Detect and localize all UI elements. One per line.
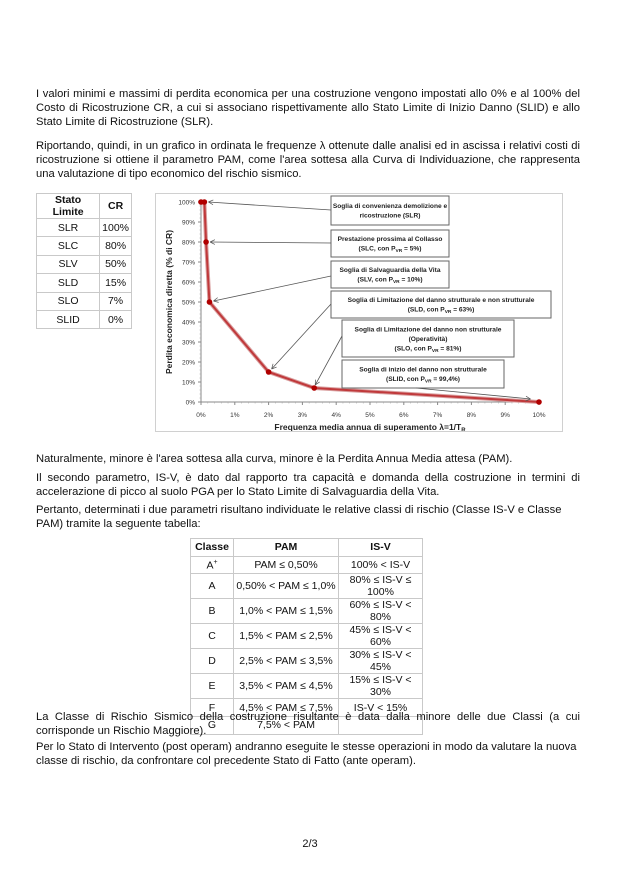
cell-classe: A+ xyxy=(191,556,234,574)
data-point xyxy=(266,369,272,375)
cell-classe: G xyxy=(191,717,234,735)
x-tick-label: 5% xyxy=(365,412,375,419)
cell-stato: SLC xyxy=(37,237,100,255)
annotation-callout xyxy=(331,230,449,257)
data-point xyxy=(536,399,542,405)
table-row xyxy=(191,574,423,599)
cell-cr: 15% xyxy=(100,274,132,292)
cell-isv: 30% ≤ IS-V < 45% xyxy=(339,649,423,674)
page-number: 2/3 xyxy=(302,838,318,850)
paragraph-pam-definition: Riportando, quindi, in un grafico in ordinata le frequenze λ ottenute dalle analisi ed in ascissa i relativi costi di ricostruzione si ottiene il parametro PAM, come l'area sottesa alla Curva di Individuazione, che rappresenta una valutazione di tipo economico del rischio sismico. xyxy=(36,140,580,180)
cell-cr: 80% xyxy=(100,237,132,255)
svg-text:Soglia di inizio del danno non: Soglia di inizio del danno non strutturale xyxy=(359,366,487,374)
table-row xyxy=(37,237,132,255)
svg-text:(SLO, con PVR = 81%): (SLO, con $P_{VR} = 81\%$) xyxy=(394,345,462,354)
annotation-arrow xyxy=(213,276,331,301)
x-tick-label: 1% xyxy=(230,412,240,419)
svg-text:ricostruzione (SLR): ricostruzione (SLR) xyxy=(359,212,421,220)
cell-pam: PAM ≤ 0,50% xyxy=(234,556,339,574)
column-header-stato-limite: Stato Limite xyxy=(37,194,100,219)
column-header-classe: Classe xyxy=(191,539,234,557)
annotation-arrow xyxy=(315,336,342,385)
pam-curve-chart xyxy=(155,193,563,432)
data-point xyxy=(207,299,213,305)
paragraph-isv-definition: Il secondo parametro, IS-V, è dato dal rapporto tra capacità e domanda della costruzione in termini di accelerazione di picco al suolo PGA per lo Stato Limite di Salvaguardia della Vita. xyxy=(36,472,580,498)
x-tick-label: 4% xyxy=(331,412,341,419)
cell-stato: SLR xyxy=(37,219,100,237)
annotation-callout xyxy=(342,360,504,388)
svg-text:(Operatività): (Operatività) xyxy=(408,335,448,343)
data-point xyxy=(311,385,317,391)
cell-classe: B xyxy=(191,599,234,624)
cell-cr: 7% xyxy=(100,292,132,310)
cell-stato: SLO xyxy=(37,292,100,310)
cell-classe: E xyxy=(191,674,234,699)
svg-text:(SLID, con PVR = 99,4%): (SLID, con $P_{VR} = 99,4\%$) xyxy=(386,376,460,385)
svg-text:Soglia di Limitazione del dann: Soglia di Limitazione del danno strutturale e non strutturale xyxy=(347,297,535,304)
table-row xyxy=(37,310,132,328)
cell-pam: 4,5% < PAM ≤ 7,5% xyxy=(234,699,339,717)
y-tick-label: 50% xyxy=(181,299,195,307)
y-tick-label: 20% xyxy=(181,359,195,367)
x-tick-label: 8% xyxy=(466,412,477,419)
x-tick-label: 7% xyxy=(432,412,443,419)
svg-text:Prestazione prossima al Collas: Prestazione prossima al Collasso xyxy=(337,236,443,243)
cell-stato: SLV xyxy=(37,255,100,273)
x-axis-label: Frequenza media annua di superamento $\lambda=1/T_R$ xyxy=(274,422,466,431)
cell-cr: 0% xyxy=(100,310,132,328)
table-row xyxy=(191,674,423,699)
cell-isv: 15% ≤ IS-V < 30% xyxy=(339,674,423,699)
cell-pam: 0,50% < PAM ≤ 1,0% xyxy=(234,574,339,599)
y-tick-label: 80% xyxy=(181,239,195,247)
cell-classe: F xyxy=(191,699,234,717)
cell-classe: A xyxy=(191,574,234,599)
cell-isv: IS-V < 15% xyxy=(339,699,423,717)
table-header-row xyxy=(191,539,423,557)
cell-stato: SLD xyxy=(37,274,100,292)
y-tick-label: 70% xyxy=(181,259,195,267)
x-tick-label: 2% xyxy=(263,412,274,419)
table-row xyxy=(37,274,132,292)
cell-classe: D xyxy=(191,649,234,674)
y-tick-label: 30% xyxy=(181,339,195,347)
svg-text:(SLC, con PVR = 5%): (SLC, con $P_{VR} = 5\%$) xyxy=(358,245,422,254)
chart-canvas xyxy=(156,194,562,431)
cell-isv: 100% < IS-V xyxy=(339,556,423,574)
data-point xyxy=(203,239,209,245)
y-tick-label: 90% xyxy=(181,219,195,227)
x-tick-label: 6% xyxy=(399,412,409,419)
cell-pam: 2,5% < PAM ≤ 3,5% xyxy=(234,649,339,674)
cell-pam: 7,5% < PAM xyxy=(234,717,339,735)
x-tick-label: 3% xyxy=(297,412,308,419)
x-tick-label: 10% xyxy=(532,412,546,419)
table-row xyxy=(191,649,423,674)
paragraph-pam-meaning: Naturalmente, minore è l'area sottesa alla curva, minore è la Perdita Annua Media attesa (PAM). xyxy=(36,453,513,465)
y-tick-label: 40% xyxy=(181,319,195,327)
annotation-arrow xyxy=(210,242,331,243)
paragraph-intro: I valori minimi e massimi di perdita economica per una costruzione vengono impostati allo 0% e al 100% del Costo di Ricostruzione CR, a cui si associano rispettivamente allo Stato Limite di Inizio Danno (SLID) e allo Stato Limite di Ricostruzione (SLR). xyxy=(36,88,580,128)
annotation-callout xyxy=(342,320,514,357)
table-row xyxy=(191,556,423,574)
svg-text:Soglia di Limitazione del dann: Soglia di Limitazione del danno non strutturale xyxy=(354,326,502,334)
annotation-arrow xyxy=(208,202,331,210)
column-header-cr: CR xyxy=(100,194,132,219)
table-row xyxy=(191,599,423,624)
cell-pam: 1,5% < PAM ≤ 2,5% xyxy=(234,624,339,649)
table-row xyxy=(37,292,132,310)
cell-isv: 60% ≤ IS-V < 80% xyxy=(339,599,423,624)
cell-cr: 50% xyxy=(100,255,132,273)
x-tick-label: 0% xyxy=(196,412,206,419)
risk-class-table xyxy=(190,538,423,735)
cell-pam: 1,0% < PAM ≤ 1,5% xyxy=(234,599,339,624)
y-tick-label: 60% xyxy=(181,279,195,287)
cell-classe: C xyxy=(191,624,234,649)
paragraph-post-operam: Per lo Stato di Intervento (post operam) andranno eseguite le stesse operazioni in modo da valutare la nuova classe di rischio, da confrontare col precedente Stato di Fatto (ante operam). xyxy=(36,741,577,767)
cell-cr: 100% xyxy=(100,219,132,237)
cell-stato: SLID xyxy=(37,310,100,328)
annotation-callout xyxy=(331,291,551,318)
column-header-isv: IS-V xyxy=(339,539,423,557)
x-tick-label: 9% xyxy=(500,412,510,419)
annotation-arrow xyxy=(272,304,331,369)
cell-pam: 3,5% < PAM ≤ 4,5% xyxy=(234,674,339,699)
svg-text:(SLV, con PVR = 10%): (SLV, con $P_{VR} = 10\%$) xyxy=(357,276,423,285)
svg-text:Soglia di Salvaguardia della V: Soglia di Salvaguardia della Vita xyxy=(339,267,441,274)
y-tick-label: 100% xyxy=(178,199,195,207)
cell-isv: 80% ≤ IS-V ≤ 100% xyxy=(339,574,423,599)
table-row xyxy=(191,624,423,649)
y-tick-label: 10% xyxy=(181,379,195,387)
paragraph-class-intro: Pertanto, determinati i due parametri risultano individuate le relative classi di rischio (Classe IS-V e Classe PAM) tramite la seguente tabella: xyxy=(36,504,562,530)
cell-isv: 45% ≤ IS-V < 60% xyxy=(339,624,423,649)
y-axis-label: Perdita economica diretta (% di CR) xyxy=(164,229,174,375)
svg-text:(SLD, con PVR = 63%): (SLD, con $P_{VR} = 63\%$) xyxy=(407,306,475,315)
annotation-callout xyxy=(331,261,449,288)
table-row xyxy=(37,219,132,237)
annotation-callout xyxy=(331,196,449,225)
data-point xyxy=(202,199,208,205)
svg-text:Soglia di convenienza demolizi: Soglia di convenienza demolizione e xyxy=(332,203,448,210)
column-header-pam: PAM xyxy=(234,539,339,557)
paragraph-result-class: La Classe di Rischio Sismico della costruzione risultante è data dalla minore delle due Classi (a cui corrisponde un Rischio Maggiore). xyxy=(36,711,580,737)
table-header-row xyxy=(37,194,132,219)
stato-limite-table xyxy=(36,193,132,329)
table-row xyxy=(37,255,132,273)
y-tick-label: 0% xyxy=(185,399,195,407)
